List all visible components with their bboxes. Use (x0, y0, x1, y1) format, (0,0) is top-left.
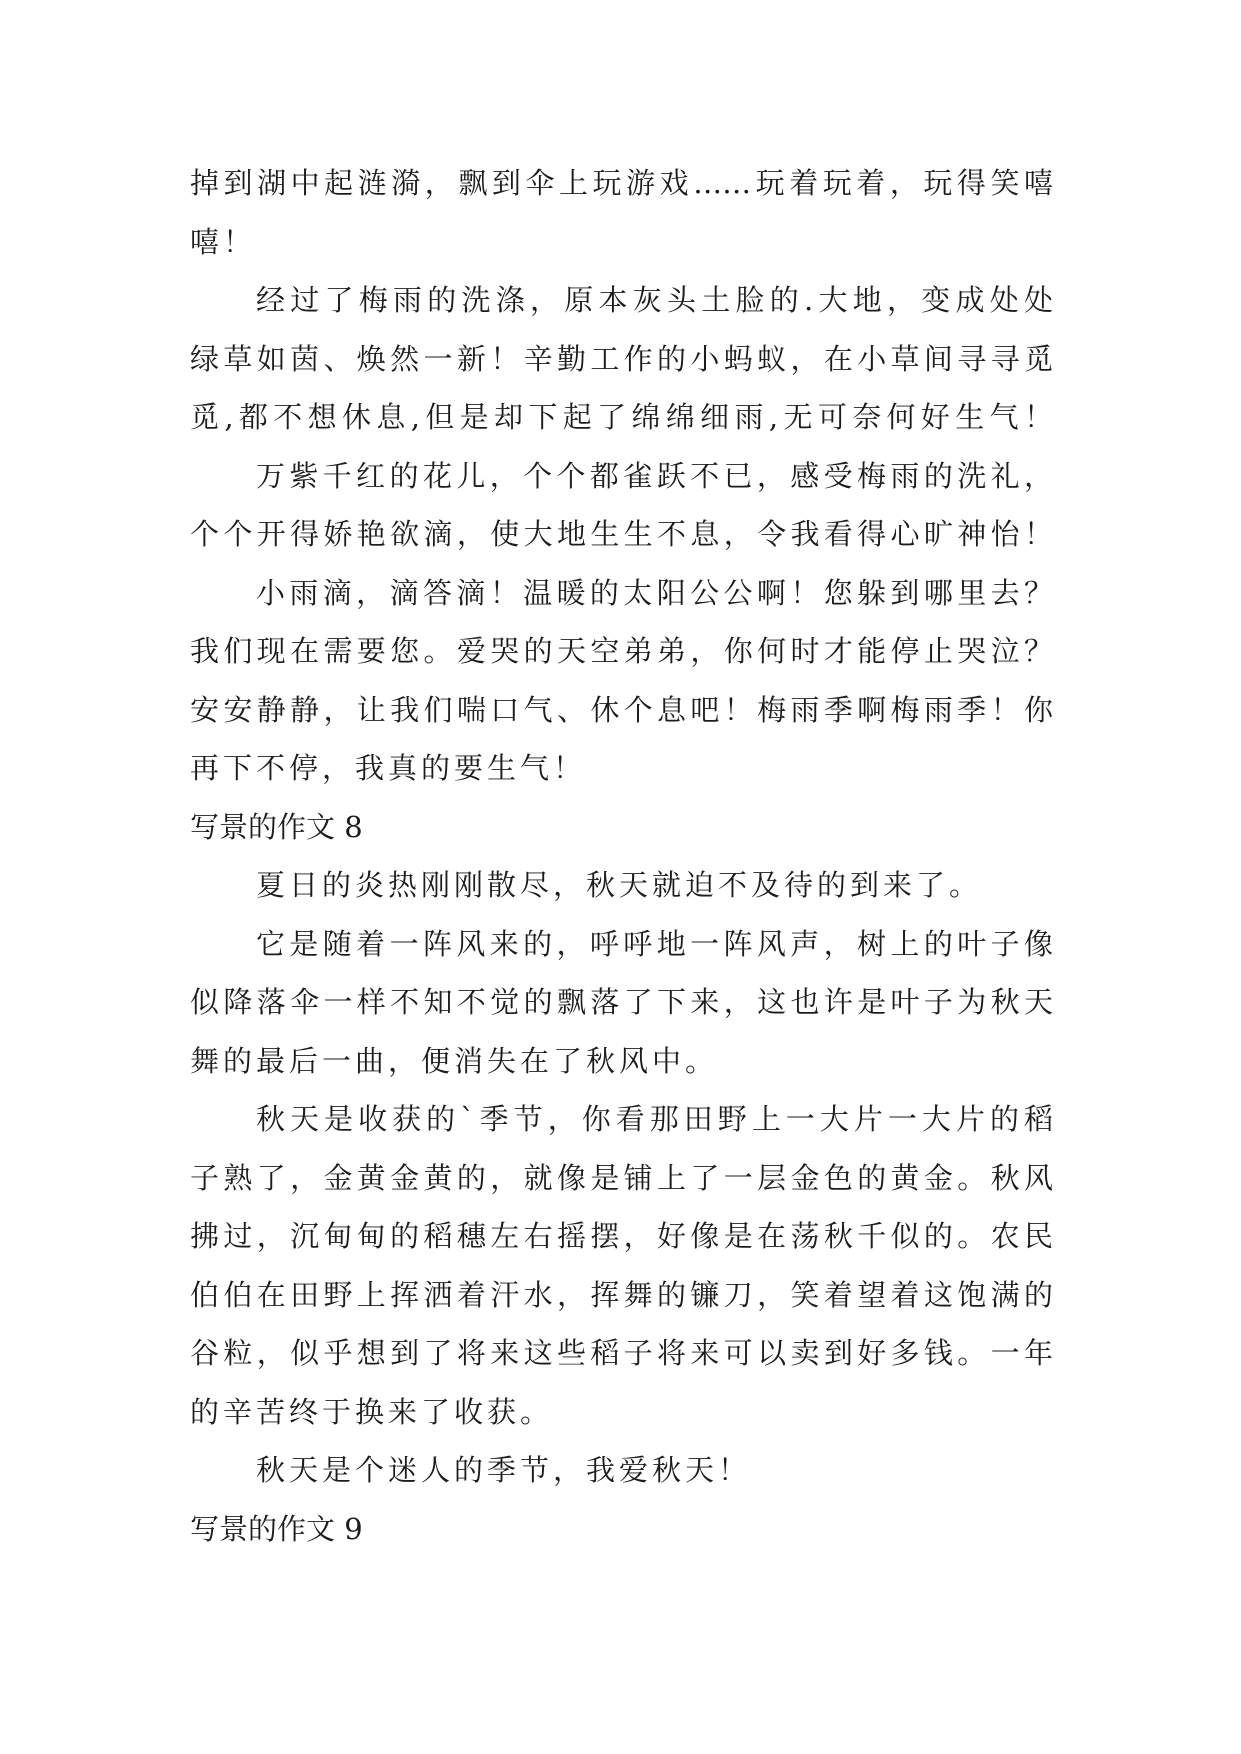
paragraph (190, 447, 1053, 564)
body-line: 伯伯在田野上挥洒着汗水，挥舞的镰刀，笑着望着这饱满的 (190, 1277, 1053, 1312)
section-heading: 写景的作文 9 (190, 1511, 363, 1546)
body-line: 小雨滴，滴答滴！温暖的太阳公公啊！您躲到哪里去？ (256, 575, 1053, 610)
paragraph (190, 564, 1053, 798)
paragraph (190, 856, 1053, 915)
body-line: 秋天是收获的`季节，你看那田野上一大片一大片的稻 (256, 1102, 1053, 1136)
body-line: 拂过，沉甸甸的稻穗左右摇摆，好像是在荡秋千似的。农民 (190, 1219, 1053, 1253)
body-line: 它是随着一阵风来的，呼呼地一阵风声，树上的叶子像 (256, 926, 1053, 961)
body-line: 经过了梅雨的洗涤，原本灰头土脸的.大地，变成处处 (256, 283, 1053, 317)
body-line: 安安静静，让我们喘口气、休个息吧！梅雨季啊梅雨季！你 (190, 692, 1053, 727)
body-line: 绿草如茵、焕然一新！辛勤工作的小蚂蚁，在小草间寻寻觅 (190, 341, 1053, 376)
body-line: 再下不停，我真的要生气！ (190, 751, 587, 785)
paragraph (190, 154, 1053, 271)
body-line: 谷粒，似乎想到了将来这些稻子将来可以卖到好多钱。一年 (190, 1336, 1053, 1370)
paragraph (190, 915, 1053, 1091)
body-line: 子熟了，金黄金黄的，就像是铺上了一层金色的黄金。秋风 (190, 1160, 1053, 1195)
body-line: 似降落伞一样不知不觉的飘落了下来，这也许是叶子为秋天 (190, 985, 1053, 1019)
paragraph (190, 1441, 1053, 1500)
body-line: 秋天是个迷人的季节，我爱秋天！ (256, 1453, 752, 1487)
body-line: 掉到湖中起涟漪，飘到伞上玩游戏……玩着玩着，玩得笑嘻 (190, 166, 1053, 200)
body-line: 万紫千红的花儿，个个都雀跃不已，感受梅雨的洗礼， (256, 458, 1053, 493)
paragraph (190, 1090, 1053, 1441)
body-line: 嘻！ (190, 224, 257, 259)
text-column (190, 154, 1053, 1558)
body-line: 觅,都不想休息,但是却下起了绵绵细雨,无可奈何好生气！ (190, 400, 1053, 434)
section-heading: 写景的作文 8 (190, 809, 363, 844)
body-line: 我们现在需要您。爱哭的天空弟弟，你何时才能停止哭泣？ (190, 634, 1053, 668)
body-line: 夏日的炎热刚刚散尽，秋天就迫不及待的到来了。 (256, 868, 983, 902)
body-line: 的辛苦终于换来了收获。 (190, 1394, 554, 1429)
paragraph (190, 271, 1053, 447)
body-line: 个个开得娇艳欲滴，使大地生生不息，令我看得心旷神怡！ (190, 517, 1053, 551)
body-line: 舞的最后一曲，便消失在了秋风中。 (190, 1043, 719, 1078)
